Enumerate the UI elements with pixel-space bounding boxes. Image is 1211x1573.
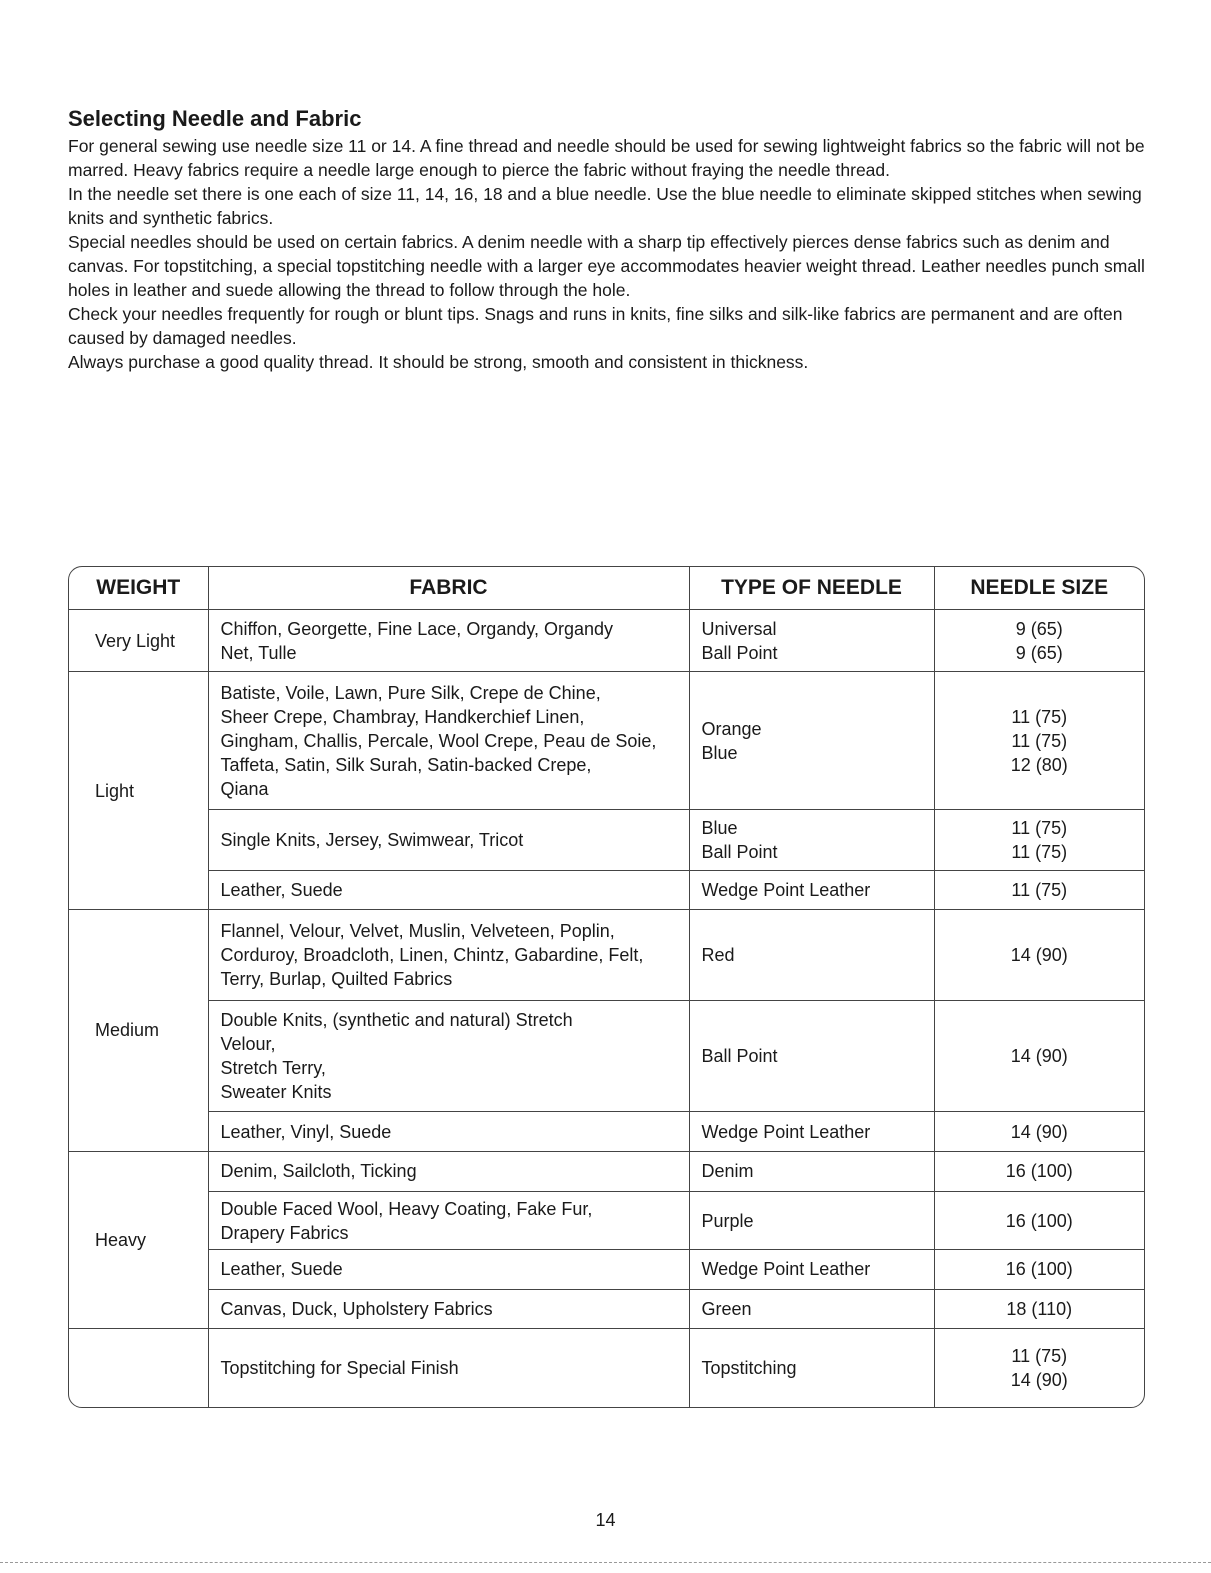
fabric-cell-line: Corduroy, Broadcloth, Linen, Chintz, Gabardine, Felt, xyxy=(220,944,644,965)
needle-fabric-table-container xyxy=(68,566,1145,1408)
fabric-cell xyxy=(208,1151,689,1191)
needle-size-cell-line: 11 (75) xyxy=(1011,818,1068,839)
header-weight: WEIGHT xyxy=(69,567,208,610)
needle-size-cell xyxy=(934,1289,1144,1328)
fabric-cell xyxy=(208,1112,689,1151)
intro-section xyxy=(68,106,1148,374)
table-row xyxy=(69,672,1144,810)
needle-size-cell xyxy=(934,672,1144,810)
needle-size-cell xyxy=(934,870,1144,909)
needle-size-cell xyxy=(934,1112,1144,1151)
needle-type-cell-line: Green xyxy=(701,1298,752,1319)
weight-cell: Light xyxy=(69,672,208,910)
fabric-cell-line: Denim, Sailcloth, Ticking xyxy=(220,1161,417,1182)
needle-type-cell-line: Wedge Point Leather xyxy=(701,1259,871,1280)
fabric-cell-line: Drapery Fabrics xyxy=(220,1222,349,1243)
fabric-cell xyxy=(208,1328,689,1407)
needle-size-cell xyxy=(934,910,1144,1001)
needle-type-cell-line: Wedge Point Leather xyxy=(701,1121,871,1142)
intro-paragraph: Check your needles frequently for rough or blunt tips. Snags and runs in knits, fine silks and silk-like fabrics are permanent and are often caused by damaged needles. xyxy=(68,304,1123,348)
needle-size-cell xyxy=(934,1250,1144,1289)
table-row xyxy=(69,1112,1144,1151)
intro-paragraph: In the needle set there is one each of size 11, 14, 16, 18 and a blue needle. Use the blue needle to eliminate skipped stitches when sewing knits and synthetic fabrics. xyxy=(68,184,1142,228)
intro-paragraph: Special needles should be used on certain fabrics. A denim needle with a sharp tip effectively pierces dense fabrics such as denim and canvas. For topstitching, a special topstitching needle with a larger eye accommodates heavier weight thread. Leather needles punch small holes in leather and suede allowing the thread to follow through the hole. xyxy=(68,232,1145,300)
needle-size-cell-line: 11 (75) xyxy=(1011,1345,1068,1366)
fabric-cell xyxy=(208,870,689,909)
weight-cell: Heavy xyxy=(69,1151,208,1328)
table-row xyxy=(69,810,1144,870)
fabric-cell-line: Flannel, Velour, Velvet, Muslin, Velveteen, Poplin, xyxy=(220,920,615,941)
fabric-cell-line: Canvas, Duck, Upholstery Fabrics xyxy=(220,1298,493,1319)
needle-type-cell xyxy=(689,1112,934,1151)
needle-size-cell xyxy=(934,610,1144,672)
needle-size-cell xyxy=(934,810,1144,870)
fabric-cell-line: Velour, xyxy=(220,1034,276,1055)
fabric-cell-line: Net, Tulle xyxy=(220,642,297,663)
needle-type-cell-line: Denim xyxy=(701,1161,754,1182)
needle-size-cell-line: 12 (80) xyxy=(1010,754,1068,775)
weight-cell: Medium xyxy=(69,910,208,1152)
intro-paragraph: Always purchase a good quality thread. It should be strong, smooth and consistent in thickness. xyxy=(68,352,809,372)
needle-type-cell xyxy=(689,610,934,672)
needle-size-cell-line: 18 (110) xyxy=(1006,1298,1073,1319)
needle-type-cell xyxy=(689,910,934,1001)
needle-size-cell-line: 11 (75) xyxy=(1011,730,1068,751)
needle-type-cell-line: Blue xyxy=(701,742,738,763)
fabric-cell xyxy=(208,1191,689,1249)
needle-type-cell xyxy=(689,1289,934,1328)
fabric-cell-line: Sweater Knits xyxy=(220,1082,332,1103)
needle-size-cell-line: 14 (90) xyxy=(1010,944,1068,965)
fabric-cell xyxy=(208,910,689,1001)
needle-size-cell-line: 14 (90) xyxy=(1010,1121,1068,1142)
fabric-cell xyxy=(208,1289,689,1328)
page-heading: Selecting Needle and Fabric xyxy=(68,106,362,131)
needle-type-cell xyxy=(689,672,934,810)
table-row xyxy=(69,1328,1144,1407)
needle-size-cell-line: 11 (75) xyxy=(1011,842,1068,863)
intro-paragraphs xyxy=(68,134,1148,374)
table-row xyxy=(69,1151,1144,1191)
needle-type-cell-line: Red xyxy=(701,944,735,965)
needle-size-cell xyxy=(934,1000,1144,1112)
fabric-cell-line: Double Knits, (synthetic and natural) Stretch xyxy=(220,1010,573,1031)
needle-size-cell xyxy=(934,1151,1144,1191)
fabric-cell-line: Leather, Suede xyxy=(220,1259,343,1280)
needle-size-cell-line: 9 (65) xyxy=(1015,618,1063,639)
fabric-cell xyxy=(208,1000,689,1112)
needle-size-cell-line: 14 (90) xyxy=(1010,1369,1068,1390)
fabric-cell-line: Double Faced Wool, Heavy Coating, Fake Fur, xyxy=(220,1198,593,1219)
fabric-cell-line: Terry, Burlap, Quilted Fabrics xyxy=(220,968,453,989)
fabric-cell-line: Leather, Vinyl, Suede xyxy=(220,1121,392,1142)
bottom-divider xyxy=(0,1562,1211,1563)
needle-type-cell-line: Blue xyxy=(701,818,738,839)
table-body xyxy=(69,610,1144,1408)
needle-type-cell xyxy=(689,810,934,870)
fabric-cell-line: Taffeta, Satin, Silk Surah, Satin-backed Crepe, xyxy=(220,754,592,775)
fabric-cell xyxy=(208,610,689,672)
fabric-cell-line: Single Knits, Jersey, Swimwear, Tricot xyxy=(220,830,524,851)
needle-type-cell-line: Wedge Point Leather xyxy=(701,879,871,900)
needle-type-cell-line: Orange xyxy=(701,718,762,739)
needle-type-cell xyxy=(689,1250,934,1289)
table-row xyxy=(69,1250,1144,1289)
needle-type-cell-line: Ball Point xyxy=(701,642,778,663)
needle-size-cell-line: 16 (100) xyxy=(1005,1259,1073,1280)
needle-size-cell-line: 9 (65) xyxy=(1015,642,1063,663)
fabric-cell-line: Chiffon, Georgette, Fine Lace, Organdy, Organdy xyxy=(220,618,614,639)
needle-fabric-table xyxy=(69,567,1144,1407)
table-header-row xyxy=(69,567,1144,610)
table-row xyxy=(69,1191,1144,1249)
header-needle-size: NEEDLE SIZE xyxy=(934,567,1144,610)
fabric-cell xyxy=(208,810,689,870)
needle-size-cell-line: 16 (100) xyxy=(1005,1210,1073,1231)
needle-size-cell-line: 11 (75) xyxy=(1011,706,1068,727)
table-row xyxy=(69,1000,1144,1112)
needle-size-cell xyxy=(934,1191,1144,1249)
fabric-cell-line: Sheer Crepe, Chambray, Handkerchief Linen, xyxy=(220,706,585,727)
weight-cell xyxy=(69,1328,208,1407)
needle-type-cell-line: Purple xyxy=(701,1210,754,1231)
fabric-cell-line: Stretch Terry, xyxy=(220,1058,326,1079)
needle-type-cell-line: Ball Point xyxy=(701,1046,778,1067)
needle-type-cell-line: Topstitching xyxy=(701,1357,797,1378)
needle-type-cell xyxy=(689,1328,934,1407)
fabric-cell-line: Gingham, Challis, Percale, Wool Crepe, Peau de Soie, xyxy=(220,730,657,751)
table-row xyxy=(69,870,1144,909)
header-fabric: FABRIC xyxy=(208,567,689,610)
fabric-cell xyxy=(208,1250,689,1289)
table-row xyxy=(69,1289,1144,1328)
needle-type-cell xyxy=(689,870,934,909)
fabric-cell-line: Qiana xyxy=(220,778,269,799)
page-number: 14 xyxy=(595,1510,616,1530)
fabric-cell xyxy=(208,672,689,810)
fabric-cell-line: Leather, Suede xyxy=(220,879,343,900)
needle-size-cell-line: 16 (100) xyxy=(1005,1161,1073,1182)
fabric-cell-line: Topstitching for Special Finish xyxy=(220,1357,459,1378)
table-row xyxy=(69,610,1144,672)
needle-type-cell xyxy=(689,1191,934,1249)
weight-cell: Very Light xyxy=(69,610,208,672)
needle-size-cell xyxy=(934,1328,1144,1407)
header-needle-type: TYPE OF NEEDLE xyxy=(689,567,934,610)
intro-paragraph: For general sewing use needle size 11 or 14. A fine thread and needle should be used for sewing lightweight fabrics so the fabric will not be marred. Heavy fabrics require a needle large enough to pierce the fabric without fraying the needle thread. xyxy=(68,136,1145,180)
fabric-cell-line: Batiste, Voile, Lawn, Pure Silk, Crepe de Chine, xyxy=(220,682,601,703)
table-row xyxy=(69,910,1144,1001)
needle-type-cell-line: Universal xyxy=(701,618,777,639)
needle-size-cell-line: 14 (90) xyxy=(1010,1046,1068,1067)
needle-type-cell xyxy=(689,1000,934,1112)
needle-type-cell-line: Ball Point xyxy=(701,842,778,863)
needle-size-cell-line: 11 (75) xyxy=(1011,879,1068,900)
needle-type-cell xyxy=(689,1151,934,1191)
